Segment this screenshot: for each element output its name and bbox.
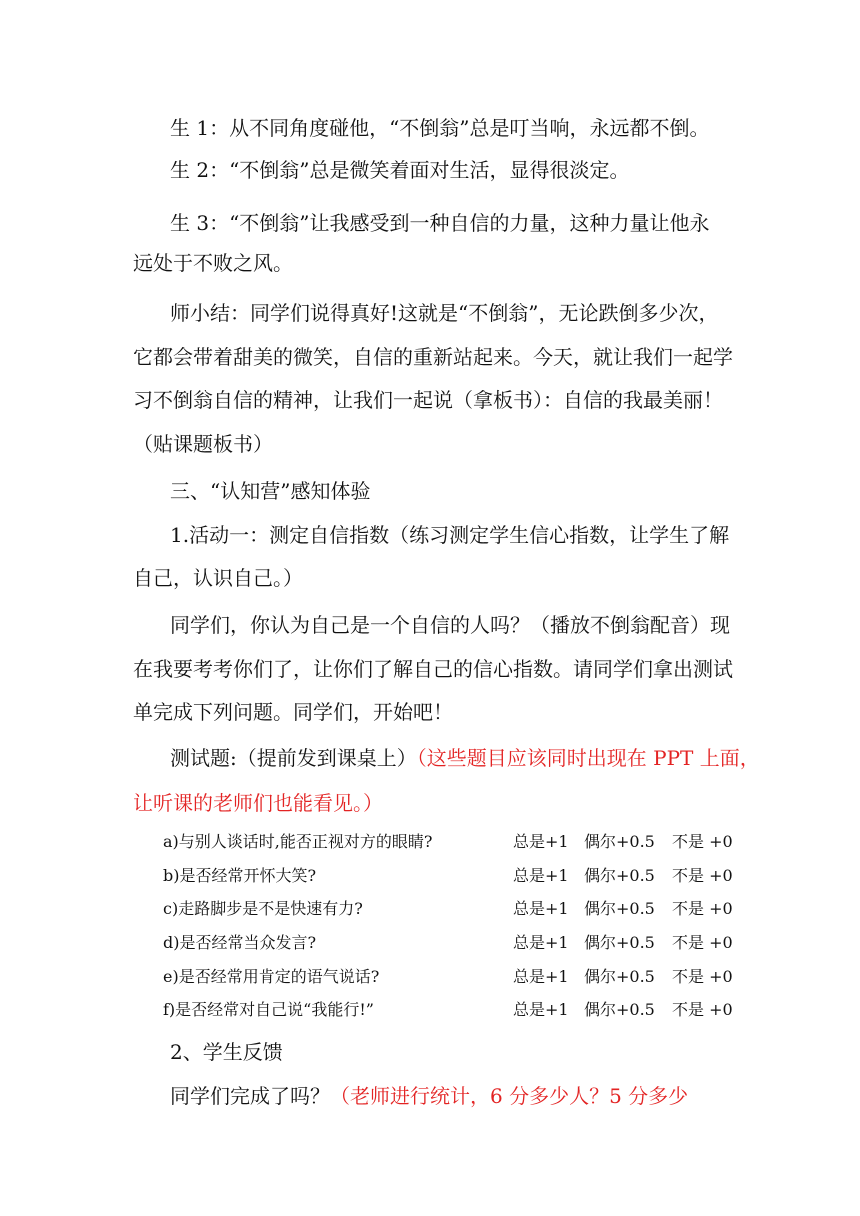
section-heading-feedback: 2、学生反馈 <box>170 1040 283 1064</box>
student-3-response-line-2: 远处于不败之风。 <box>133 251 293 275</box>
option-sometimes: 偶尔+0.5 <box>584 1000 655 1019</box>
test-intro-annotation: （这些题目应该同时出现在 PPT 上面， <box>416 746 760 770</box>
option-sometimes: 偶尔+0.5 <box>584 866 655 885</box>
activity-one-line-2: 自己，认识自己。） <box>133 566 303 590</box>
question-row-a <box>163 831 733 853</box>
feedback-question-line <box>170 1084 860 1108</box>
option-always: 总是+1 <box>513 933 569 952</box>
question-row-e <box>163 966 733 988</box>
feedback-annotation: （老师进行统计，6 分多少人？5 分多少 <box>330 1084 689 1108</box>
option-sometimes: 偶尔+0.5 <box>584 899 655 918</box>
teacher-summary-line-2: 它都会带着甜美的微笑，自信的重新站起来。今天，就让我们一起学 <box>133 345 733 369</box>
question-row-d <box>163 932 733 954</box>
option-never: 不是 +0 <box>672 967 733 986</box>
teacher-summary-line-4: （贴课题板书） <box>133 432 273 456</box>
option-sometimes: 偶尔+0.5 <box>584 933 655 952</box>
question-row-b <box>163 865 733 887</box>
option-sometimes: 偶尔+0.5 <box>584 832 655 851</box>
option-never: 不是 +0 <box>672 1000 733 1019</box>
option-always: 总是+1 <box>513 832 569 851</box>
student-1-response: 生 1：从不同角度碰他，“不倒翁”总是叮当响，永远都不倒。 <box>170 116 710 140</box>
teacher-summary-line-3: 习不倒翁自信的精神，让我们一起说（拿板书）：自信的我最美丽！ <box>133 388 723 412</box>
test-intro-annotation-line-2: 让听课的老师们也能看见。） <box>133 791 383 815</box>
section-heading-cognition: 三、“认知营”感知体验 <box>170 479 371 503</box>
option-always: 总是+1 <box>513 899 569 918</box>
option-always: 总是+1 <box>513 1000 569 1019</box>
question-text: a)与别人谈话时,能否正视对方的眼睛? <box>163 832 433 851</box>
question-row-f <box>163 999 733 1021</box>
question-text: d)是否经常当众发言? <box>163 933 317 952</box>
option-never: 不是 +0 <box>672 899 733 918</box>
option-always: 总是+1 <box>513 866 569 885</box>
question-row-c <box>163 898 733 920</box>
teacher-question-line-1: 同学们，你认为自己是一个自信的人吗？（播放不倒翁配音）现 <box>170 613 730 637</box>
activity-one-line-1: 1.活动一：测定自信指数（练习测定学生信心指数，让学生了解 <box>170 523 730 547</box>
option-never: 不是 +0 <box>672 933 733 952</box>
teacher-summary-line-1: 师小结：同学们说得真好!这就是“不倒翁”，无论跌倒多少次， <box>170 301 719 325</box>
option-never: 不是 +0 <box>672 866 733 885</box>
option-never: 不是 +0 <box>672 832 733 851</box>
question-text: c)走路脚步是不是快速有力? <box>163 899 363 918</box>
teacher-question-line-3: 单完成下列问题。同学们，开始吧！ <box>133 700 453 724</box>
student-2-response: 生 2：“不倒翁”总是微笑着面对生活，显得很淡定。 <box>170 158 630 182</box>
option-always: 总是+1 <box>513 967 569 986</box>
question-text: e)是否经常用肯定的语气说话? <box>163 967 380 986</box>
feedback-question: 同学们完成了吗？ <box>170 1084 330 1108</box>
test-intro-line-1 <box>170 746 860 770</box>
student-3-response-line-1: 生 3：“不倒翁”让我感受到一种自信的力量，这种力量让他永 <box>170 211 710 235</box>
test-intro-label: 测试题:（提前发到课桌上） <box>170 746 417 770</box>
option-sometimes: 偶尔+0.5 <box>584 967 655 986</box>
teacher-question-line-2: 在我要考考你们了，让你们了解自己的信心指数。请同学们拿出测试 <box>133 657 733 681</box>
question-text: b)是否经常开怀大笑? <box>163 866 317 885</box>
question-text: f)是否经常对自己说“我能行!” <box>163 1000 374 1019</box>
